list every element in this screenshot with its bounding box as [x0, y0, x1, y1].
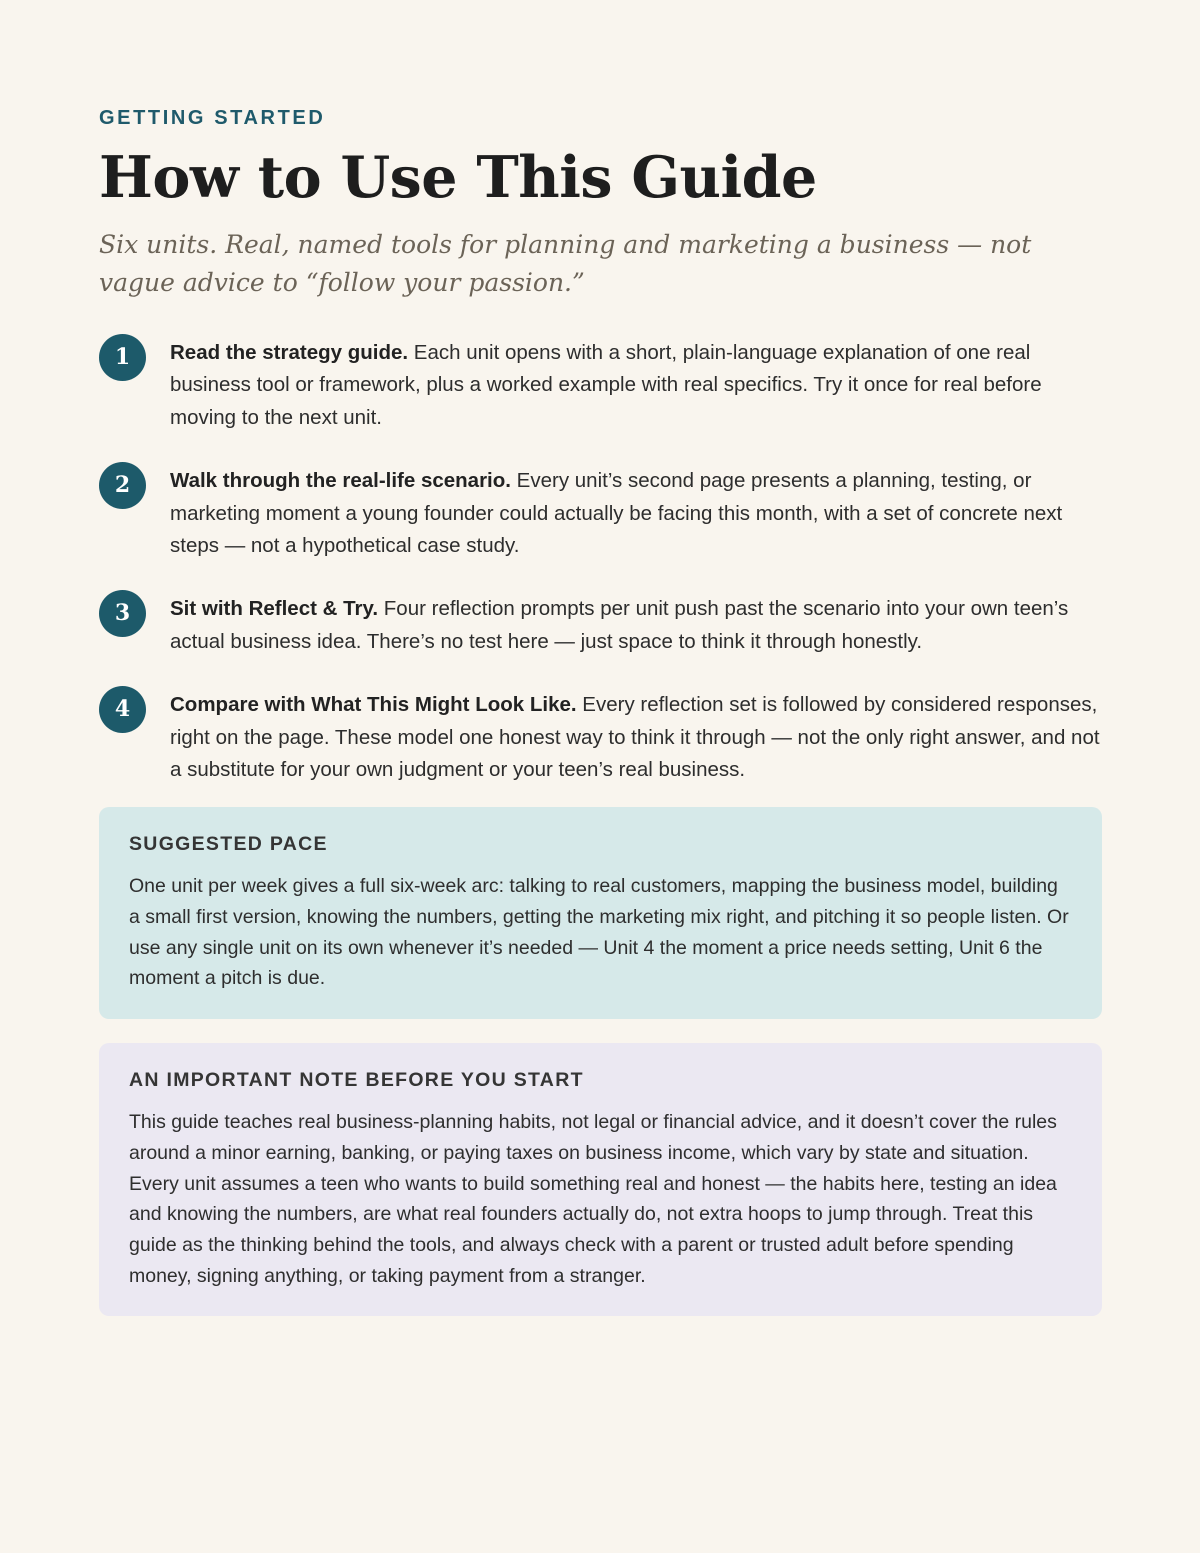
step-text: [170, 334, 1102, 434]
step-lead: Compare with What This Might Look Like.: [170, 693, 577, 717]
step-body: Every unit’s second page presents a planning, testing, or marketing moment a young founder could actually be facing this month, with a set of concrete next steps — not a hypothetical case study.: [170, 469, 1063, 558]
step-text: [170, 590, 1102, 658]
step-lead: Read the strategy guide.: [170, 341, 409, 364]
section-eyebrow: GETTING STARTED: [99, 107, 326, 129]
step-body: Four reflection prompts per unit push past the scenario into your own teen’s actual business idea. There’s no test here — just space to think it through honestly.: [170, 597, 1069, 653]
step-number-badge: 4: [99, 686, 146, 733]
step-text: [170, 462, 1102, 562]
step-body: Every reflection set is followed by considered responses, right on the page. These model one honest way to think it through — not the only right answer, and not a substitute for your own judgment or your teen’s real business.: [170, 693, 1100, 782]
page-subtitle: Six units. Real, named tools for planning and marketing a business — not vague advice to “follow your passion.”: [99, 230, 1032, 297]
step-item: [99, 590, 1102, 658]
step-lead: Sit with Reflect & Try.: [170, 597, 379, 621]
step-text: [170, 686, 1102, 786]
step-body: Each unit opens with a short, plain-language explanation of one real business tool or framework, plus a worked example with real specifics. Try it once for real before moving to the next unit.: [170, 341, 1042, 429]
step-number-badge: 3: [99, 590, 146, 637]
suggested-pace-callout: [99, 807, 1102, 1019]
page-title: How to Use This Guide: [99, 144, 817, 211]
callout-body: One unit per week gives a full six-week arc: talking to real customers, mapping the business model, building a small first version, knowing the numbers, getting the marketing mix right, and pitching it so people listen. Or use any single unit on its own whenever it’s needed — Unit 4 the moment a price needs setting, Unit 6 the moment a pitch is due.: [129, 875, 1069, 990]
steps-list: [99, 334, 1102, 814]
callout-heading: AN IMPORTANT NOTE BEFORE YOU START: [129, 1069, 584, 1091]
important-note-callout: [99, 1043, 1102, 1316]
callout-body: This guide teaches real business-planning habits, not legal or financial advice, and it doesn’t cover the rules around a minor earning, banking, or paying taxes on business income, which vary by state and situation. Every unit assumes a teen who wants to build something real and honest — the habits here, testing an idea and knowing the numbers, are what real founders actually do, not extra hoops to jump through. Treat this guide as the thinking behind the tools, and always check with a parent or trusted adult before spending money, signing anything, or taking payment from a stranger.: [129, 1111, 1057, 1287]
step-item: [99, 334, 1102, 434]
step-item: [99, 462, 1102, 562]
step-number-badge: 1: [99, 334, 146, 381]
step-item: [99, 686, 1102, 786]
step-lead: Walk through the real-life scenario.: [170, 469, 511, 493]
callout-heading: SUGGESTED PACE: [129, 833, 328, 855]
step-number-badge: 2: [99, 462, 146, 509]
